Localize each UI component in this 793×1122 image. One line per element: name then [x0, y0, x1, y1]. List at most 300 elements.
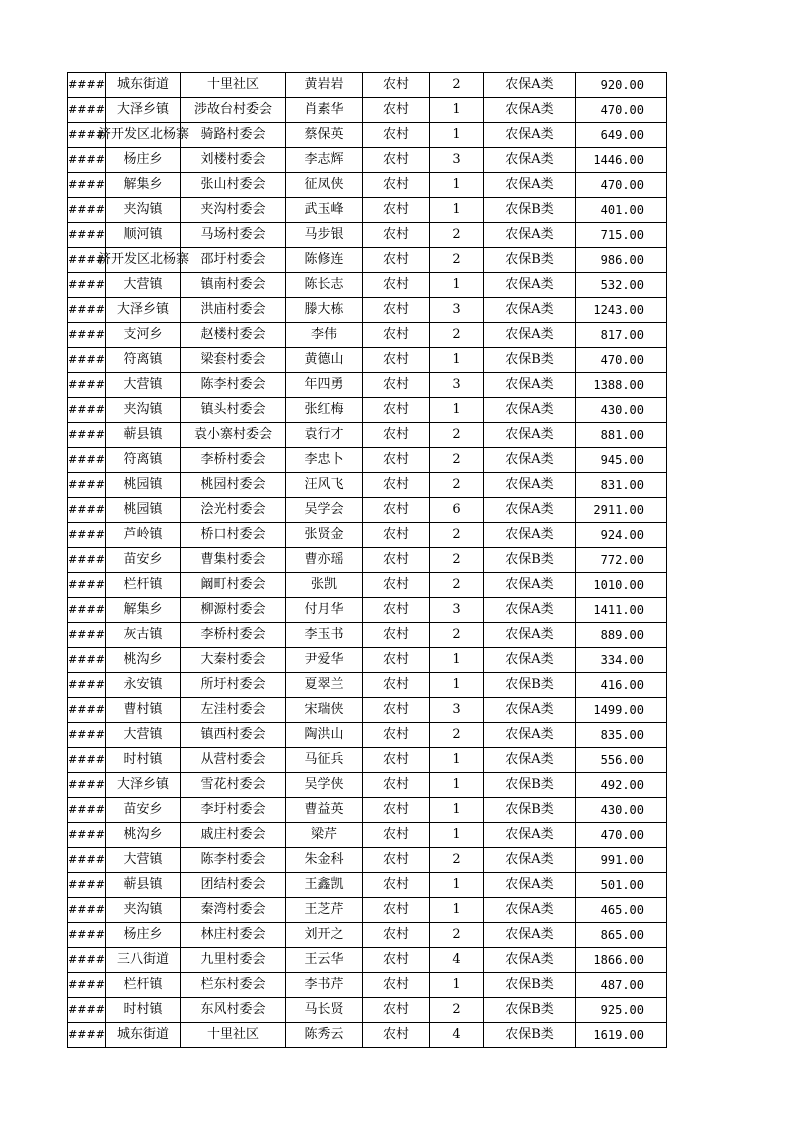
table-row: [68, 973, 667, 998]
record-id-cell: ####: [68, 448, 106, 473]
town-cell: 蕲县镇: [106, 873, 181, 898]
household-type-cell: 农村: [363, 323, 430, 348]
insurance-class-cell: 农保A类: [484, 648, 576, 673]
amount-cell: 416.00: [576, 673, 667, 698]
table-row: [68, 698, 667, 723]
data-table: [67, 72, 667, 1048]
record-id-cell: ####: [68, 98, 106, 123]
member-count-cell: 1: [430, 123, 484, 148]
town-cell: 大泽乡镇: [106, 773, 181, 798]
member-count-cell: 2: [430, 73, 484, 98]
insurance-class-cell: 农保A类: [484, 273, 576, 298]
amount-cell: 470.00: [576, 348, 667, 373]
amount-cell: 1243.00: [576, 298, 667, 323]
town-cell: 解集乡: [106, 598, 181, 623]
table-row: [68, 148, 667, 173]
table-body: [68, 73, 667, 1048]
record-id-cell: ####: [68, 73, 106, 98]
table-row: [68, 523, 667, 548]
village-cell: 李圩村委会: [181, 798, 286, 823]
member-count-cell: 2: [430, 573, 484, 598]
member-count-cell: 2: [430, 923, 484, 948]
amount-cell: 2911.00: [576, 498, 667, 523]
member-count-cell: 1: [430, 873, 484, 898]
town-cell: 桃沟乡: [106, 823, 181, 848]
town-cell: 蕲县镇: [106, 423, 181, 448]
insurance-class-cell: 农保B类: [484, 998, 576, 1023]
record-id-cell: ####: [68, 498, 106, 523]
amount-cell: 1446.00: [576, 148, 667, 173]
insurance-class-cell: 农保B类: [484, 973, 576, 998]
household-type-cell: 农村: [363, 223, 430, 248]
household-type-cell: 农村: [363, 148, 430, 173]
insurance-class-cell: 农保A类: [484, 598, 576, 623]
village-cell: 十里社区: [181, 1023, 286, 1048]
village-cell: 东风村委会: [181, 998, 286, 1023]
record-id-cell: ####: [68, 898, 106, 923]
record-id-cell: ####: [68, 323, 106, 348]
name-cell: 张红梅: [286, 398, 363, 423]
amount-cell: 1619.00: [576, 1023, 667, 1048]
insurance-class-cell: 农保B类: [484, 1023, 576, 1048]
household-type-cell: 农村: [363, 548, 430, 573]
insurance-class-cell: 农保A类: [484, 873, 576, 898]
member-count-cell: 2: [430, 848, 484, 873]
member-count-cell: 3: [430, 698, 484, 723]
record-id-cell: ####: [68, 573, 106, 598]
village-cell: 李桥村委会: [181, 623, 286, 648]
table-row: [68, 848, 667, 873]
record-id-cell: ####: [68, 173, 106, 198]
table-row: [68, 873, 667, 898]
village-cell: 曹集村委会: [181, 548, 286, 573]
household-type-cell: 农村: [363, 898, 430, 923]
name-cell: 曹益英: [286, 798, 363, 823]
name-cell: 陈修连: [286, 248, 363, 273]
record-id-cell: ####: [68, 548, 106, 573]
amount-cell: 470.00: [576, 823, 667, 848]
record-id-cell: ####: [68, 298, 106, 323]
name-cell: 武玉峰: [286, 198, 363, 223]
insurance-class-cell: 农保A类: [484, 148, 576, 173]
table-row: [68, 348, 667, 373]
amount-cell: 835.00: [576, 723, 667, 748]
record-id-cell: ####: [68, 198, 106, 223]
village-cell: 桥口村委会: [181, 523, 286, 548]
household-type-cell: 农村: [363, 473, 430, 498]
member-count-cell: 4: [430, 948, 484, 973]
table-row: [68, 798, 667, 823]
village-cell: 阚町村委会: [181, 573, 286, 598]
record-id-cell: ####: [68, 623, 106, 648]
amount-cell: 889.00: [576, 623, 667, 648]
village-cell: 镇头村委会: [181, 398, 286, 423]
insurance-class-cell: 农保A类: [484, 398, 576, 423]
village-cell: 陈李村委会: [181, 848, 286, 873]
name-cell: 陈秀云: [286, 1023, 363, 1048]
member-count-cell: 1: [430, 823, 484, 848]
amount-cell: 430.00: [576, 798, 667, 823]
town-cell: 夹沟镇: [106, 398, 181, 423]
village-cell: 李桥村委会: [181, 448, 286, 473]
amount-cell: 986.00: [576, 248, 667, 273]
name-cell: 宋瑞侠: [286, 698, 363, 723]
name-cell: 付月华: [286, 598, 363, 623]
amount-cell: 492.00: [576, 773, 667, 798]
name-cell: 马步银: [286, 223, 363, 248]
amount-cell: 470.00: [576, 173, 667, 198]
village-cell: 左洼村委会: [181, 698, 286, 723]
record-id-cell: ####: [68, 523, 106, 548]
table-row: [68, 373, 667, 398]
household-type-cell: 农村: [363, 248, 430, 273]
amount-cell: 470.00: [576, 98, 667, 123]
table-row: [68, 598, 667, 623]
household-type-cell: 农村: [363, 623, 430, 648]
amount-cell: 924.00: [576, 523, 667, 548]
amount-cell: 1010.00: [576, 573, 667, 598]
household-type-cell: 农村: [363, 73, 430, 98]
town-cell: 大泽乡镇: [106, 98, 181, 123]
village-cell: 团结村委会: [181, 873, 286, 898]
insurance-class-cell: 农保A类: [484, 723, 576, 748]
table-row: [68, 98, 667, 123]
insurance-class-cell: 农保B类: [484, 798, 576, 823]
name-cell: 马征兵: [286, 748, 363, 773]
record-id-cell: ####: [68, 823, 106, 848]
amount-cell: 920.00: [576, 73, 667, 98]
insurance-class-cell: 农保A类: [484, 523, 576, 548]
amount-cell: 991.00: [576, 848, 667, 873]
record-id-cell: ####: [68, 223, 106, 248]
member-count-cell: 3: [430, 298, 484, 323]
amount-cell: 430.00: [576, 398, 667, 423]
village-cell: 大秦村委会: [181, 648, 286, 673]
insurance-class-cell: 农保B类: [484, 348, 576, 373]
town-cell: 桃沟乡: [106, 648, 181, 673]
insurance-class-cell: 农保A类: [484, 423, 576, 448]
name-cell: 尹爱华: [286, 648, 363, 673]
table-row: [68, 498, 667, 523]
table-row: [68, 448, 667, 473]
record-id-cell: ####: [68, 148, 106, 173]
household-type-cell: 农村: [363, 948, 430, 973]
table-row: [68, 898, 667, 923]
member-count-cell: 3: [430, 598, 484, 623]
insurance-class-cell: 农保A类: [484, 623, 576, 648]
name-cell: 夏翠兰: [286, 673, 363, 698]
member-count-cell: 1: [430, 773, 484, 798]
table-row: [68, 473, 667, 498]
member-count-cell: 2: [430, 623, 484, 648]
member-count-cell: 2: [430, 723, 484, 748]
name-cell: 黄岩岩: [286, 73, 363, 98]
household-type-cell: 农村: [363, 798, 430, 823]
member-count-cell: 2: [430, 473, 484, 498]
table-row: [68, 323, 667, 348]
table-row: [68, 723, 667, 748]
member-count-cell: 1: [430, 273, 484, 298]
village-cell: 梁套村委会: [181, 348, 286, 373]
member-count-cell: 2: [430, 423, 484, 448]
household-type-cell: 农村: [363, 748, 430, 773]
table-row: [68, 823, 667, 848]
town-cell: 大泽乡镇: [106, 298, 181, 323]
amount-cell: 772.00: [576, 548, 667, 573]
record-id-cell: ####: [68, 973, 106, 998]
name-cell: 王芝芹: [286, 898, 363, 923]
name-cell: 李书芹: [286, 973, 363, 998]
household-type-cell: 农村: [363, 448, 430, 473]
village-cell: 栏东村委会: [181, 973, 286, 998]
household-type-cell: 农村: [363, 848, 430, 873]
amount-cell: 925.00: [576, 998, 667, 1023]
village-cell: 林庄村委会: [181, 923, 286, 948]
insurance-class-cell: 农保B类: [484, 248, 576, 273]
household-type-cell: 农村: [363, 398, 430, 423]
record-id-cell: ####: [68, 998, 106, 1023]
table-row: [68, 298, 667, 323]
town-cell: 曹村镇: [106, 698, 181, 723]
town-cell: 符离镇: [106, 348, 181, 373]
name-cell: 李志辉: [286, 148, 363, 173]
table-row: [68, 998, 667, 1023]
insurance-class-cell: 农保A类: [484, 573, 576, 598]
insurance-class-cell: 农保A类: [484, 698, 576, 723]
member-count-cell: 3: [430, 373, 484, 398]
insurance-class-cell: 农保A类: [484, 923, 576, 948]
town-cell: 解集乡: [106, 173, 181, 198]
record-id-cell: ####: [68, 423, 106, 448]
member-count-cell: 1: [430, 798, 484, 823]
member-count-cell: 1: [430, 198, 484, 223]
town-cell: 大营镇: [106, 373, 181, 398]
household-type-cell: 农村: [363, 98, 430, 123]
household-type-cell: 农村: [363, 498, 430, 523]
amount-cell: 1388.00: [576, 373, 667, 398]
member-count-cell: 4: [430, 1023, 484, 1048]
table-row: [68, 398, 667, 423]
town-cell: 符离镇: [106, 448, 181, 473]
name-cell: 年四勇: [286, 373, 363, 398]
name-cell: 袁行才: [286, 423, 363, 448]
name-cell: 李玉书: [286, 623, 363, 648]
name-cell: 李伟: [286, 323, 363, 348]
table-row: [68, 748, 667, 773]
insurance-class-cell: 农保A类: [484, 448, 576, 473]
insurance-class-cell: 农保A类: [484, 848, 576, 873]
town-cell: 永安镇: [106, 673, 181, 698]
town-cell: 大营镇: [106, 848, 181, 873]
household-type-cell: 农村: [363, 573, 430, 598]
town-cell: 大营镇: [106, 273, 181, 298]
record-id-cell: ####: [68, 348, 106, 373]
town-cell: 苗安乡: [106, 798, 181, 823]
amount-cell: 532.00: [576, 273, 667, 298]
village-cell: 赵楼村委会: [181, 323, 286, 348]
town-cell: 城东街道: [106, 73, 181, 98]
household-type-cell: 农村: [363, 1023, 430, 1048]
table-row: [68, 948, 667, 973]
insurance-class-cell: 农保A类: [484, 223, 576, 248]
household-type-cell: 农村: [363, 648, 430, 673]
village-cell: 夹沟村委会: [181, 198, 286, 223]
village-cell: 柳源村委会: [181, 598, 286, 623]
village-cell: 戚庄村委会: [181, 823, 286, 848]
town-cell: 大营镇: [106, 723, 181, 748]
household-type-cell: 农村: [363, 673, 430, 698]
village-cell: 涉故台村委会: [181, 98, 286, 123]
record-id-cell: ####: [68, 373, 106, 398]
village-cell: 骑路村委会: [181, 123, 286, 148]
town-cell: 栏杆镇: [106, 573, 181, 598]
member-count-cell: 1: [430, 648, 484, 673]
village-cell: 所圩村委会: [181, 673, 286, 698]
amount-cell: 487.00: [576, 973, 667, 998]
village-cell: 刘楼村委会: [181, 148, 286, 173]
name-cell: 王云华: [286, 948, 363, 973]
record-id-cell: ####: [68, 923, 106, 948]
name-cell: 张凯: [286, 573, 363, 598]
name-cell: 曹亦瑶: [286, 548, 363, 573]
town-cell: 桃园镇: [106, 498, 181, 523]
insurance-class-cell: 农保A类: [484, 498, 576, 523]
member-count-cell: 3: [430, 148, 484, 173]
town-cell: 栏杆镇: [106, 973, 181, 998]
amount-cell: 501.00: [576, 873, 667, 898]
member-count-cell: 2: [430, 323, 484, 348]
amount-cell: 831.00: [576, 473, 667, 498]
name-cell: 黄德山: [286, 348, 363, 373]
record-id-cell: ####: [68, 273, 106, 298]
town-cell: 支河乡: [106, 323, 181, 348]
household-type-cell: 农村: [363, 923, 430, 948]
table-row: [68, 223, 667, 248]
record-id-cell: ####: [68, 748, 106, 773]
member-count-cell: 1: [430, 173, 484, 198]
town-cell: 杨庄乡: [106, 148, 181, 173]
name-cell: 陈长志: [286, 273, 363, 298]
record-id-cell: ####: [68, 673, 106, 698]
record-id-cell: ####: [68, 723, 106, 748]
member-count-cell: 1: [430, 98, 484, 123]
name-cell: 梁芹: [286, 823, 363, 848]
record-id-cell: ####: [68, 948, 106, 973]
household-type-cell: 农村: [363, 998, 430, 1023]
name-cell: 陶洪山: [286, 723, 363, 748]
member-count-cell: 1: [430, 398, 484, 423]
table-row: [68, 673, 667, 698]
member-count-cell: 1: [430, 673, 484, 698]
household-type-cell: 农村: [363, 123, 430, 148]
table-row: [68, 548, 667, 573]
insurance-class-cell: 农保A类: [484, 748, 576, 773]
name-cell: 征凤侠: [286, 173, 363, 198]
household-type-cell: 农村: [363, 348, 430, 373]
insurance-class-cell: 农保A类: [484, 473, 576, 498]
amount-cell: 1866.00: [576, 948, 667, 973]
village-cell: 袁小寨村委会: [181, 423, 286, 448]
village-cell: 陈李村委会: [181, 373, 286, 398]
amount-cell: 401.00: [576, 198, 667, 223]
village-cell: 秦湾村委会: [181, 898, 286, 923]
household-type-cell: 农村: [363, 198, 430, 223]
member-count-cell: 2: [430, 448, 484, 473]
village-cell: 从营村委会: [181, 748, 286, 773]
record-id-cell: ####: [68, 398, 106, 423]
amount-cell: 881.00: [576, 423, 667, 448]
table-row: [68, 423, 667, 448]
town-cell: 济开发区北杨寨: [106, 248, 181, 273]
town-cell: 苗安乡: [106, 548, 181, 573]
insurance-class-cell: 农保A类: [484, 73, 576, 98]
household-type-cell: 农村: [363, 973, 430, 998]
record-id-cell: ####: [68, 123, 106, 148]
table-row: [68, 623, 667, 648]
record-id-cell: ####: [68, 1023, 106, 1048]
insurance-class-cell: 农保A类: [484, 173, 576, 198]
record-id-cell: ####: [68, 598, 106, 623]
town-cell: 夹沟镇: [106, 198, 181, 223]
village-cell: 洪庙村委会: [181, 298, 286, 323]
town-cell: 三八街道: [106, 948, 181, 973]
member-count-cell: 6: [430, 498, 484, 523]
town-cell: 时村镇: [106, 748, 181, 773]
table-row: [68, 573, 667, 598]
insurance-class-cell: 农保A类: [484, 948, 576, 973]
insurance-class-cell: 农保B类: [484, 198, 576, 223]
town-cell: 芦岭镇: [106, 523, 181, 548]
amount-cell: 1499.00: [576, 698, 667, 723]
town-cell: 时村镇: [106, 998, 181, 1023]
member-count-cell: 2: [430, 548, 484, 573]
household-type-cell: 农村: [363, 598, 430, 623]
amount-cell: 649.00: [576, 123, 667, 148]
household-type-cell: 农村: [363, 723, 430, 748]
member-count-cell: 1: [430, 348, 484, 373]
insurance-class-cell: 农保B类: [484, 548, 576, 573]
record-id-cell: ####: [68, 873, 106, 898]
name-cell: 刘开之: [286, 923, 363, 948]
village-cell: 九里村委会: [181, 948, 286, 973]
amount-cell: 865.00: [576, 923, 667, 948]
village-cell: 雪花村委会: [181, 773, 286, 798]
name-cell: 王鑫凯: [286, 873, 363, 898]
table-row: [68, 198, 667, 223]
town-cell: 杨庄乡: [106, 923, 181, 948]
table-row: [68, 773, 667, 798]
insurance-class-cell: 农保A类: [484, 98, 576, 123]
town-cell: 济开发区北杨寨: [106, 123, 181, 148]
name-cell: 吴学侠: [286, 773, 363, 798]
town-cell: 城东街道: [106, 1023, 181, 1048]
name-cell: 蔡保英: [286, 123, 363, 148]
name-cell: 张贤金: [286, 523, 363, 548]
village-cell: 张山村委会: [181, 173, 286, 198]
amount-cell: 945.00: [576, 448, 667, 473]
record-id-cell: ####: [68, 773, 106, 798]
household-type-cell: 农村: [363, 173, 430, 198]
household-type-cell: 农村: [363, 423, 430, 448]
village-cell: 浍光村委会: [181, 498, 286, 523]
amount-cell: 715.00: [576, 223, 667, 248]
table-row: [68, 123, 667, 148]
household-type-cell: 农村: [363, 698, 430, 723]
town-cell: 顺河镇: [106, 223, 181, 248]
household-type-cell: 农村: [363, 773, 430, 798]
table-row: [68, 648, 667, 673]
town-cell: 夹沟镇: [106, 898, 181, 923]
